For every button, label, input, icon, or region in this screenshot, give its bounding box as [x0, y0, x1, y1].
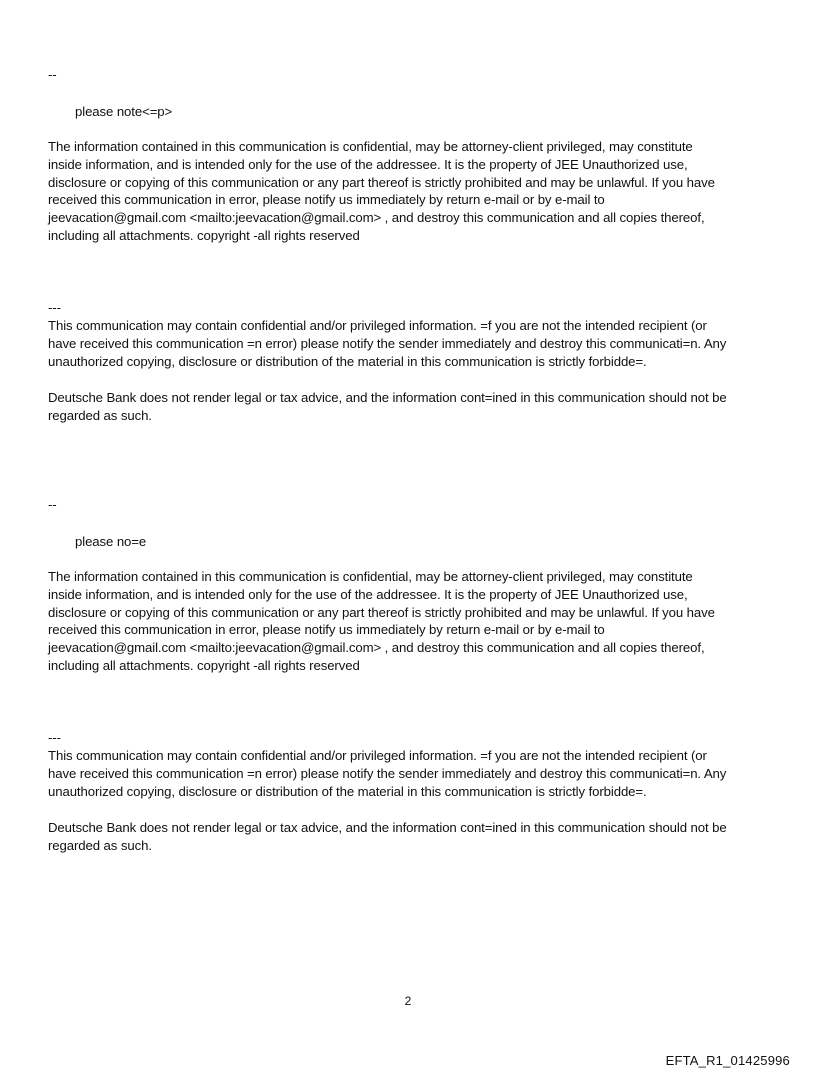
text-line: received this communication in error, please notify us immediately by return e-mail or by e-mail to [48, 192, 605, 208]
db-legal-disclaimer-2 [48, 819, 768, 855]
text-line: Deutsche Bank does not render legal or tax advice, and the information cont=ined in this communication should not be [48, 820, 727, 835]
text-line: This communication may contain confidential and/or privileged information. =f you are not the intended recipient (or [48, 748, 707, 763]
text-line: have received this communication =n error) please notify the sender immediately and destroy this communicati=n. Any [48, 765, 727, 781]
text-line: unauthorized copying, disclosure or distribution of the material in this communication is strictly forbidde=. [48, 353, 647, 369]
separator-1: -- [48, 67, 57, 82]
text-line: inside information, and is intended only for the use of the addressee. It is the property of JEE Unauthorized use, [48, 156, 688, 172]
text-line: including all attachments. copyright -all rights reserved [48, 227, 360, 243]
text-line: The information contained in this communication is confidential, may be attorney-client privileged, may constitute [48, 139, 693, 154]
text-line: unauthorized copying, disclosure or distribution of the material in this communication is strictly forbidde=. [48, 783, 647, 799]
text-line: Deutsche Bank does not render legal or tax advice, and the information cont=ined in this communication should not be [48, 390, 727, 405]
text-line: This communication may contain confidential and/or privileged information. =f you are not the intended recipient (or [48, 318, 707, 333]
note-line-2: please no=e [75, 534, 147, 549]
confidentiality-notice-2 [48, 568, 768, 675]
text-line: inside information, and is intended only for the use of the addressee. It is the property of JEE Unauthorized use, [48, 586, 688, 602]
note-line-1: please note<=p> [75, 104, 173, 119]
db-notice-1 [48, 317, 768, 370]
text-line: The information contained in this communication is confidential, may be attorney-client privileged, may constitute [48, 569, 693, 584]
bates-number: EFTA_R1_01425996 [665, 1053, 790, 1068]
text-line: have received this communication =n error) please notify the sender immediately and destroy this communicati=n. Any [48, 335, 727, 351]
text-line: disclosure or copying of this communication or any part thereof is strictly prohibited and may be unlawful. If you have [48, 604, 715, 620]
db-notice-2 [48, 747, 768, 800]
text-line: received this communication in error, please notify us immediately by return e-mail or by e-mail to [48, 622, 605, 638]
separator-2: -- [48, 497, 57, 512]
text-line: regarded as such. [48, 837, 152, 853]
page-number: 2 [404, 994, 412, 1008]
text-line: including all attachments. copyright -all rights reserved [48, 657, 360, 673]
db-legal-disclaimer-1 [48, 389, 768, 425]
confidentiality-notice-1 [48, 138, 768, 245]
text-line: regarded as such. [48, 407, 152, 423]
db-separator-1: --- [48, 300, 61, 315]
text-line: jeevacation@gmail.com <mailto:jeevacation@gmail.com> , and destroy this communication and all copies thereof, [48, 210, 705, 226]
text-line: jeevacation@gmail.com <mailto:jeevacation@gmail.com> , and destroy this communication and all copies thereof, [48, 640, 705, 656]
db-separator-2: --- [48, 730, 61, 745]
text-line: disclosure or copying of this communication or any part thereof is strictly prohibited and may be unlawful. If you have [48, 174, 715, 190]
